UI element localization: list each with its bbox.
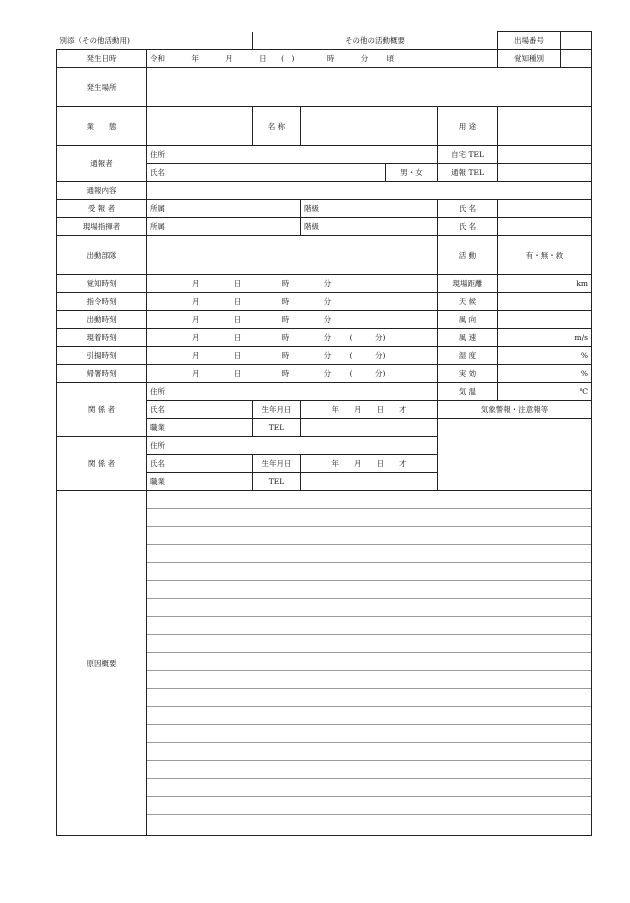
report-content-field[interactable] <box>147 182 592 200</box>
weather-label: 天 候 <box>438 293 498 311</box>
home-tel-label: 自宅 TEL <box>438 146 498 164</box>
related-2-birth-field[interactable]: 年 月 日 才 <box>301 455 438 473</box>
weather-warning-label: 気象警報・注意報等 <box>438 401 592 419</box>
related-1-job-field[interactable] <box>147 419 253 437</box>
weekday-label: ( ) <box>281 54 295 63</box>
ruled-line <box>147 653 591 671</box>
business-type-label: 業 態 <box>57 107 147 146</box>
month-label: 月 <box>225 54 233 63</box>
time-hour: 時 <box>281 279 290 288</box>
business-use-label: 用 途 <box>438 107 498 146</box>
related-person-1-label: 関 係 者 <box>57 383 147 437</box>
wind-direction-label: 風 向 <box>438 311 498 329</box>
time-row-label: 引揚時刻 <box>57 347 147 365</box>
form-title: その他の活動概要 <box>253 32 498 50</box>
activity-select[interactable]: 有・無・救 <box>498 236 592 275</box>
ruled-line <box>147 599 591 617</box>
time-row-field[interactable] <box>147 293 438 311</box>
time-row-field[interactable] <box>147 365 438 383</box>
receiver-dept-field[interactable] <box>147 200 301 218</box>
ruled-line <box>147 527 591 545</box>
ruled-line <box>147 635 591 653</box>
day-label: 日 <box>259 54 267 63</box>
reporter-name-field[interactable] <box>147 164 386 182</box>
receiver-name-field[interactable] <box>498 200 592 218</box>
hour-label: 時 <box>326 54 335 63</box>
time-row-field[interactable] <box>147 329 438 347</box>
ruled-line <box>147 707 591 725</box>
reporter-address-field[interactable] <box>147 146 438 164</box>
time-minute: 分 <box>323 279 332 288</box>
time-paren: ( 分) <box>349 369 386 378</box>
time-month: 月 <box>192 297 200 306</box>
humidity-field[interactable]: % <box>498 347 592 365</box>
time-minute: 分 <box>323 297 332 306</box>
cause-summary-label: 原因概要 <box>57 491 147 836</box>
ruled-line <box>147 797 591 815</box>
commander-dept-label: 所属 <box>150 222 165 231</box>
attachment-label: 別添（その他活動用) <box>57 32 253 50</box>
time-row-field[interactable] <box>147 311 438 329</box>
related-2-tel-label: TEL <box>253 473 301 491</box>
related-1-job-label: 職業 <box>150 423 165 432</box>
distance-label: 現場距離 <box>438 275 498 293</box>
ruled-line <box>147 581 591 599</box>
ruled-line <box>147 779 591 797</box>
place-field[interactable] <box>147 68 592 107</box>
wind-direction-field[interactable] <box>498 311 592 329</box>
temperature-field[interactable]: ℃ <box>498 383 592 401</box>
occurrence-label: 発生日時 <box>57 50 147 68</box>
report-content-label: 通報内容 <box>57 182 147 200</box>
reporter-address-label: 住所 <box>150 150 165 159</box>
weather-field[interactable] <box>498 293 592 311</box>
time-paren: ( 分) <box>349 333 386 342</box>
time-month: 月 <box>192 333 200 342</box>
ruled-line <box>147 617 591 635</box>
units-field[interactable] <box>147 236 438 275</box>
humidity-label: 湿 度 <box>438 347 498 365</box>
time-hour: 時 <box>281 315 290 324</box>
ruled-line <box>147 689 591 707</box>
time-day: 日 <box>233 369 242 378</box>
related-2-job-label: 職業 <box>150 477 165 486</box>
related-1-name-field[interactable] <box>147 401 253 419</box>
wind-speed-label: 風 速 <box>438 329 498 347</box>
ruled-line <box>147 509 591 527</box>
year-label: 年 <box>191 54 199 63</box>
time-paren: ( 分) <box>349 351 386 360</box>
reporter-name-label: 氏名 <box>150 168 165 177</box>
related-1-tel-field[interactable] <box>301 419 438 437</box>
distance-field[interactable]: km <box>498 275 592 293</box>
report-tel-field[interactable] <box>498 164 592 182</box>
time-month: 月 <box>192 351 200 360</box>
ruled-lines <box>147 491 591 815</box>
era-label: 令和 <box>150 54 165 63</box>
commander-name-label: 氏 名 <box>438 218 498 236</box>
report-tel-label: 通報 TEL <box>438 164 498 182</box>
approx-label: 頃 <box>386 54 395 63</box>
related-2-address-field[interactable] <box>147 437 438 455</box>
time-day: 日 <box>233 351 242 360</box>
effective-humidity-field[interactable]: % <box>498 365 592 383</box>
units-label: 出動部隊 <box>57 236 147 275</box>
related-1-name-label: 氏名 <box>150 405 165 414</box>
time-hour: 時 <box>281 333 290 342</box>
weather-warning-field[interactable] <box>438 419 592 491</box>
ruled-line <box>147 563 591 581</box>
related-2-job-field[interactable] <box>147 473 253 491</box>
wind-speed-field[interactable]: m/s <box>498 329 592 347</box>
time-row-label: 帰署時刻 <box>57 365 147 383</box>
related-2-name-label: 氏名 <box>150 459 165 468</box>
related-2-tel-field[interactable] <box>301 473 438 491</box>
receiver-rank-label: 階級 <box>304 204 319 213</box>
time-row-label: 現着時刻 <box>57 329 147 347</box>
business-use-field[interactable] <box>498 107 592 146</box>
time-row-label: 覚知時刻 <box>57 275 147 293</box>
related-1-birth-field[interactable]: 年 月 日 才 <box>301 401 438 419</box>
time-day: 日 <box>233 297 242 306</box>
related-person-2-label: 関 係 者 <box>57 437 147 491</box>
related-2-name-field[interactable] <box>147 455 253 473</box>
time-day: 日 <box>233 333 242 342</box>
commander-rank-label: 階級 <box>304 222 319 231</box>
commander-dept-field[interactable] <box>147 218 301 236</box>
ruled-line <box>147 725 591 743</box>
cause-summary-field[interactable] <box>147 491 592 836</box>
reporter-label: 通報者 <box>57 146 147 182</box>
time-hour: 時 <box>281 369 290 378</box>
ruled-line <box>147 743 591 761</box>
occurrence-datetime-field[interactable] <box>147 50 498 68</box>
receiver-dept-label: 所属 <box>150 204 165 213</box>
ruled-line <box>147 545 591 563</box>
time-month: 月 <box>192 315 200 324</box>
time-row-field[interactable] <box>147 275 438 293</box>
home-tel-field[interactable] <box>498 146 592 164</box>
time-hour: 時 <box>281 351 290 360</box>
dispatch-number-label: 出場番号 <box>498 32 561 49</box>
business-name-label: 名 称 <box>253 107 301 146</box>
related-1-tel-label: TEL <box>253 419 301 437</box>
time-minute: 分 <box>323 369 332 378</box>
dispatch-number-field[interactable] <box>561 32 592 49</box>
time-minute: 分 <box>323 333 332 342</box>
gender-select[interactable]: 男・女 <box>386 164 438 182</box>
business-name-field[interactable] <box>301 107 438 146</box>
time-row-label: 指令時刻 <box>57 293 147 311</box>
related-1-address-label: 住所 <box>150 387 165 396</box>
receiver-rank-field[interactable] <box>301 200 438 218</box>
activity-label: 活 動 <box>438 236 498 275</box>
effective-humidity-label: 実 効 <box>438 365 498 383</box>
time-day: 日 <box>233 279 242 288</box>
time-day: 日 <box>233 315 242 324</box>
time-minute: 分 <box>323 351 332 360</box>
time-minute: 分 <box>323 315 332 324</box>
commander-rank-field[interactable] <box>301 218 438 236</box>
related-2-address-label: 住所 <box>150 441 165 450</box>
related-2-birth-label: 生年月日 <box>253 455 301 473</box>
receiver-label: 受 報 者 <box>57 200 147 218</box>
time-hour: 時 <box>281 297 290 306</box>
related-1-address-field[interactable] <box>147 383 438 401</box>
time-row-label: 出動時刻 <box>57 311 147 329</box>
detect-type-label: 覚知種別 <box>498 50 561 67</box>
receiver-name-label: 氏 名 <box>438 200 498 218</box>
commander-label: 現場指揮者 <box>57 218 147 236</box>
time-month: 月 <box>192 279 200 288</box>
minute-label: 分 <box>360 54 369 63</box>
ruled-line <box>147 671 591 689</box>
place-label: 発生場所 <box>57 68 147 107</box>
time-row-field[interactable] <box>147 347 438 365</box>
temperature-label: 気 温 <box>438 383 498 401</box>
commander-name-field[interactable] <box>498 218 592 236</box>
ruled-line <box>147 761 591 779</box>
detect-type-field[interactable] <box>561 50 592 67</box>
related-1-birth-label: 生年月日 <box>253 401 301 419</box>
activity-report-form <box>56 31 592 836</box>
business-type-field[interactable] <box>147 107 253 146</box>
time-month: 月 <box>192 369 200 378</box>
ruled-line <box>147 491 591 509</box>
